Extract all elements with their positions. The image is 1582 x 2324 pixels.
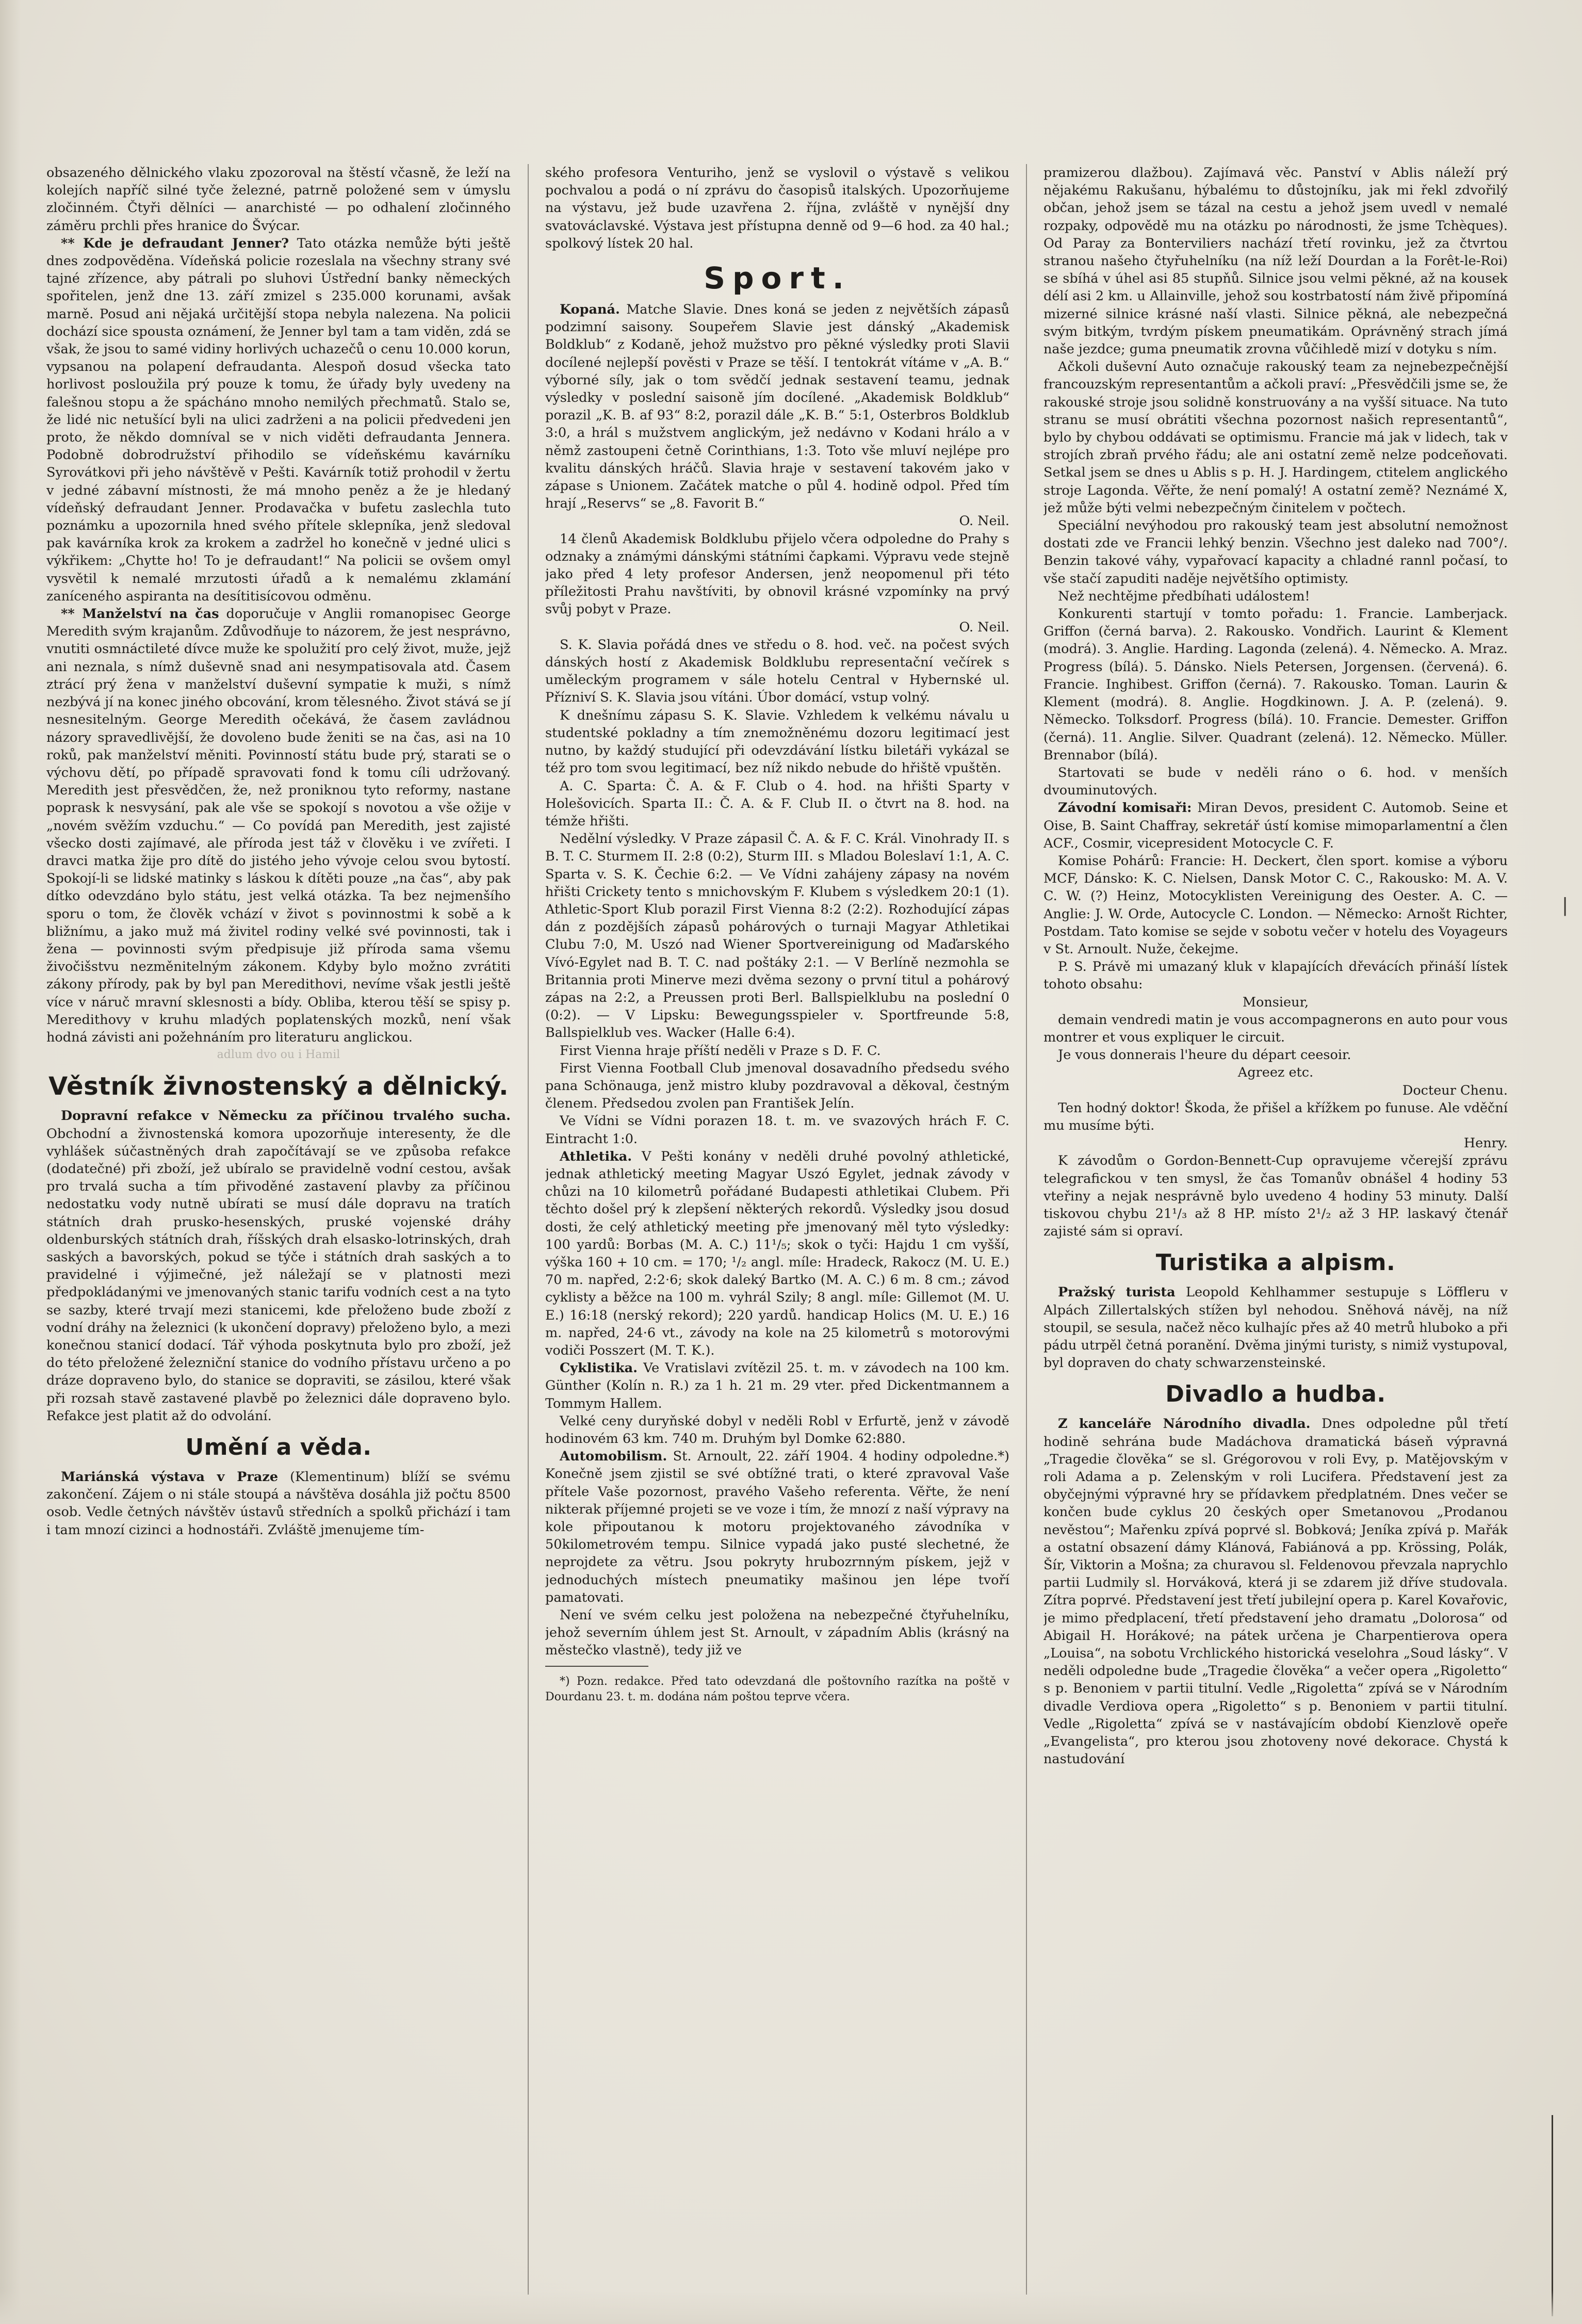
article-lead: ** Kde je defraudant Jenner? (61, 235, 289, 251)
page-scan-edge (0, 0, 21, 2324)
signature: O. Neil. (959, 619, 1009, 635)
article-lead: Dopravní refakce v Německu za příčinou trvalého sucha. (61, 1108, 511, 1124)
article-lead: Závodní komisaři: (1058, 800, 1192, 816)
article-text: Matche Slavie. Dnes koná se jeden z největších zápasů podzimní saisony. Soupeřem Slavie jest dánský „Akademisk Boldklub“ z Kodaně, jehož mužstvo pro pěkné výsledky proti Slavii docílené nejlepší pověsti v Praze se těší. I tentokrát vítáme v „A. B.“ výborné síly, jak o tom svědčí jednak sestavení teamu, jednak výsledky v poslední saisoně jím docílené. „Akademisk Boldklub“ porazil „K. B. af 93“ 8:2, porazil dále „K. B.“ 5:1, Osterbros Boldklub 3:0, a hrál s mužstvem anglickým, jež nedávno v Kodani hrálo a v němž zastoupeni četně Corinthians, 1:3. Toto vše mluví nejlépe pro kvalitu dánských hráčů. Slavia hraje v sestavení takovém jako v zápase s Unionem. Začátek matche o půl 4. hodině odpol. Před tím hrají „Reservs“ se „8. Favorit B.“ (545, 302, 1009, 512)
column-right (1043, 164, 1508, 2295)
article-lead: Automobilism. (560, 1449, 667, 1465)
article-text: Ve Vídni se Vídni porazen 18. t. m. ve svazových hrách F. C. Eintracht 1:0. (545, 1113, 1009, 1147)
article-lead: Kopaná. (560, 302, 620, 318)
article-paragraph (46, 1468, 511, 1539)
column-divider (528, 164, 529, 2295)
article-text: Dnes odpoledne půl třetí hodině sehrána bude Madáchova dramatická báseň výpravná „Tragedie člověka“ se sl. Grégorovou v roli Evy, p. Matějovským v roli Adama a p. Zelenským v roli Lucifera. Představení jest za obyčejnými výpravné hry se přídavkem předplatném. Dnes večer se končen bude cyklus 20 českých oper Smetanovou „Prodanou nevěstou“; Mařenku zpívá poprvé sl. Bobková; Jeníka zpívá p. Mařák a ostatní obsazení dámy Klánová, Fabiánová a pp. Krössing, Polák, Šír, Viktorin a Mošna; za churavou sl. Feldenovou převzala naprychlo partii Ludmily sl. Horváková, která ji se zdarem již dříve studovala. Zítra poprvé. Představení jest třetí jubilejní opera p. Karel Kovařovic, je mimo předplacení, třetí představení jeho dramatu „Dolorosa“ od Abigail H. Horákové; na pátek určena je Charpentierova opera „Louisa“, na sobotu Vrchlického historická veselohra „Soud lásky“. V neděli odpoledne bude „Tragedie člověka“ a večer opera „Rigoletto“ s p. Benoniem v partii titulní. Vedle „Rigoletta“ zpívá se v Národním divadle Verdiova opera „Rigoletto“ s p. Benoniem v partii titulní. Vedle „Rigoletta“ zpívá se v nastávajícím období Kienzlově opeře „Evangelista“, pro kterou jsou zhotoveny nové dekorace. Chystá k nastudování (1043, 1416, 1508, 1767)
column-middle (545, 164, 1009, 2295)
section-heading-umeni: Umění a věda. (185, 1434, 372, 1461)
article-text: First Vienna Football Club jmenoval dosavadního předsedu svého pana Schönauga, jenž mistro kluby pozdravoval a děkoval, čestným členem. Předsedou zvolen pan František Jelín. (545, 1060, 1009, 1112)
article-text: V Pešti konány v neděli druhé povolný athletické, jednak athletický meeting Magyar Uszó Egylet, jednak závody v chůzi na 10 kilometrů pořádané Budapesti athletikai Clubem. Při těchto došel prý k zlepšení některých rekordů. Výsledky jsou dosud dosti, že celý athletický meeting pře jmenovaný měl tyto výsledky: 100 yardů: Borbas (M. A. C.) 11¹/₅; skok o tyči: Hajdu 1 cm vyšší, výška 160 + 10 cm. = 170; ¹/₂ angl. míle: Hradeck, Rakocz (M. U. E.) 70 m. napřed, 2:2·6; skok daleký Bartko (M. A. C.) 6 m. 8 cm.; závod cyklisty a běžce na 100 m. vyhrál Szily; 8 angl. míle: Gillemot (M. U. E.) 16:18 (nerský rekord); 220 yardů. handicap Holics (M. U. E.) 16 m. napřed, 24·6 vt., závody na kole na 25 kilometrů s motorovými vodiči Posszert (M. T. K.). (545, 1148, 1009, 1358)
article-lead: Athletika. (560, 1148, 632, 1164)
article-text: Velké ceny duryňské dobyl v neděli Robl v Erfurtě, jenž v závodě hodinovém 63 km. 740 m. Druhým byl Domke 62:880. (545, 1413, 1009, 1447)
article-text: Miran Devos, president C. Automob. Seine et Oise, B. Saint Chaffray, sekretář ústí komise mimoparlamentní a člen ACF., Cosmir, vicepresident Motocycle C. F. (1043, 800, 1508, 851)
article-paragraph (545, 1148, 1009, 1359)
signature: O. Neil. (959, 513, 1009, 529)
footnote-divider (545, 1666, 648, 1667)
article-paragraph (46, 605, 511, 1046)
article-paragraph (1043, 799, 1508, 852)
article-text: P. S. Právě mi umazaný kluk v klapajících dřevácích přináší lístek tohoto obsahu: (1043, 959, 1508, 993)
column-divider (1026, 164, 1027, 2295)
article-text: Startovati se bude v neděli ráno o 6. hod. v menších dvouminutových. (1043, 765, 1508, 799)
letter-line: Monsieur, (1242, 994, 1309, 1010)
article-lead: Mariánská výstava v Praze (61, 1469, 279, 1485)
article-text: doporučuje v Anglii romanopisec George Meredith svým krajanům. Zdůvodňuje to názorem, že jest nesprávno, vnutiti osmnáctileté dívce muže ke spolužití pro celý život, muže, jejž ani neznala, s nímž duševně snad ani nesympatisovala atd. Časem ztrácí prý žena v manželství duševní sympatie k muži, s nímž nezbývá jí na konec jiného obcování, krom tělesného. Život stává se jí nesnesitelným. George Meredith očekává, že časem zavládnou názory spravedlivější, že dovoleno bude ženiti se na čas, asi na 10 roků, pak manželství měniti. Povinností státu bude prý, starati se o výchovu dětí, po případě spravovati fond k tomu cíli udržovaný. Meredith jest přesvědčen, že, než proniknou tyto reformy, nastane poprask k nesvysání, pak ale vše se spokojí s novotou a vše ožije v „novém svěžím vzduchu.“ — Co povídá pan Meredith, jest zajisté všecko dosti zajímavé, ale příroda jest táž v člověku i ve zvířeti. I dravci matka žije pro dítě do jistého jeho vývoje celou svou bytostí. Spokojí-li se lidské matinky s láskou k dítěti pouze „na čas“, aby pak dítko odevzdáno bylo státu, jest velká otázka. Ta bez nejmenšího sporu o tom, že člověk vchází v život s povinnostmi k sobě a k bližnímu, a jako muž má živitel rodiny velké své povinnosti, tak i žena — povinnosti svým předpisuje již příroda sama všemu živočišstvu nezměnitelným zákonem. Kdyby bylo možno zvrátiti zákony přírody, pak by byl pan Meredithovi, nevíme však jestli ještě více v náruč mravní sklesnosti a bídy. Obliba, kterou těší se spisy p. Meredithovy v kruhu mladých poplatenských mozků, není však hodná závisti ani požehnáním pro literaturu anglickou. (46, 606, 511, 1045)
article-text: Ačkoli duševní Auto označuje rakouský team za nejnebezpečnější francouzským representantům a ačkoli praví: „Přesvědčili jsme se, že rakouské stroje jsou solidně konstruovány a na vyšší situace. Na tuto stranu se musí obrátiti všechna pozornost našich representantů“, bylo by chybou oddávati se optimismu. Francie má jak v lidech, tak v strojích zbraň prvého řádu; ale ani ostatní země nelze podceňovati. Setkal jsem se dnes u Ablis s p. H. J. Hardingem, ctitelem anglického stroje Lagonda. Věřte, že není pomalý! A ostatní země? Neznámé X, jež může býti velmi nebezpečným činitelem v počtech. (1043, 359, 1508, 516)
article-text: K dnešnímu zápasu S. K. Slavie. Vzhledem k velkému návalu u studentské pokladny a tím znemožněnému dozoru legitimací jest nutno, by každý studující při odevzdávání lístku biletáři vykázal se též pro tom svou legitimací, bez níž nikdo nebude do hřiště vpuštěn. (545, 707, 1009, 776)
article-paragraph (545, 1448, 1009, 1606)
section-heading-turistika: Turistika a alpism. (1155, 1249, 1396, 1276)
article-paragraph (1043, 1283, 1508, 1372)
article-text: ského profesora Venturiho, jenž se vyslovil o výstavě s velikou pochvalou a podá o ní zprávu do časopisů italských. Upozorňujeme na výstavu, jež bude uzavřena 2. října, zvláště v nynější dny svatováclavské. Výstava jest přístupna denně od 9—6 hod. za 40 hal.; spolkový lístek 20 hal. (545, 165, 1009, 251)
scan-mark: | (1562, 895, 1569, 916)
article-text: Speciální nevýhodou pro rakouský team jest absolutní nemožnost dostati zde ve Francii lehký benzin. Všechno jest daleko nad 700°/. Benzin takové váhy, vypařovací kapacity a chladné rannl počasí, to vše stačí zapuditi naděje největšího optimisty. (1043, 518, 1508, 587)
letter-signature: Docteur Chenu. (1402, 1082, 1508, 1098)
article-text: First Vienna hraje příští neděli v Praze s D. F. C. (560, 1043, 881, 1059)
signature: Henry. (1463, 1135, 1508, 1151)
article-paragraph (545, 1359, 1009, 1412)
article-text: Ve Vratislavi zvítězil 25. t. m. v závodech na 100 km. Günther (Kolín n. R.) za 1 h. 21 m. 29 vter. před Dickentmannem a Tommym Hallem. (545, 1360, 1009, 1411)
footnote: *) Pozn. redakce. Před tato odevzdaná dle poštovního razítka na poště v Dourdanu 23. t. m. dodána nám poštou teprve včera. (545, 1675, 1009, 1703)
article-lead: Pražský turista (1058, 1285, 1176, 1301)
article-paragraph (46, 1107, 511, 1425)
column-left (46, 164, 511, 2295)
article-text: Obchodní a živnostenská komora upozorňuje interesenty, že dle vyhlášek súčastněných drah započítávají se ve způsoba refakce (dodatečné) při zboží, jež ubíralo se pravidelně vodní cestou, avšak pro trvalá sucha a tím přivoděné zastavení plavby za příčinou nedostatku vody nutně ubírati se musí dále dopravu na tratích státních drah prusko-hesenských, pruské vojenské dráhy oldenburských státních drah, říšských drah elsasko-lotrinských, drah saských a bavorských, pokud se týče i státních drah saských a to pravidelné i výjimečné, jež náležají se v platnosti mezi předpokládanými ve jmenovaných stanic tarifu vodních cest a na tyto se sazby, které trvají mezi stanicemi, kde přeloženo bude zboží z vodní dráhy na železnici (k ukončení dopravy) přeloženo bylo, a mezi konečnou stanicí dodací. Tář výhoda poskytnuta bylo pro zboží, jež do této přeložené železniční stanice do vodního přístavu určeno a po dráze dopraveno bylo, do stanice se dopraviti, se zásilou, které však při rozsah stavě zastavené plavbě po železnici dále dopraveno bylo. Refakce jest platit až do odvolání. (46, 1126, 511, 1424)
article-text: Ten hodný doktor! Škoda, že přišel a křížkem po funuse. Ale vděční mu musíme býti. (1043, 1100, 1508, 1133)
article-text: 14 členů Akademisk Boldklubu přijelo včera odpoledne do Prahy s odznaky a známými dánskými státními čapkami. Výpravu vede stejně jako před 4 lety profesor Andersen, jenž neopomenul při této příležitosti Prahu navštíviti, by obnovil krásné vzpomínky na prvý svůj pobyt v Praze. (545, 531, 1009, 617)
section-heading-sport: Sport. (704, 261, 851, 296)
page-scan-bottom (0, 2290, 1582, 2324)
article-text: Leopold Kehlhammer sestupuje s Löffleru v Alpách Zillertalských stížen byl nehodou. Sněhová návěj, na níž stoupil, se sesula, načež něco kulhajíc přes až 40 metrů hluboko a při pádu utrpěl četná poranění. Dvěma jinými turisty, s nimiž vystupoval, byl dopraven do chaty schwarzensteinské. (1043, 1285, 1508, 1371)
article-text: Není ve svém celku jest položena na nebezpečné čtyřuhelníku, jehož severním úhlem jest St. Arnoult, v západním Ablis (krásný na městečko vlastně), tedy již ve (545, 1607, 1009, 1659)
article-text: A. C. Sparta: Č. A. & F. Club o 4. hod. na hřišti Sparty v Holešovicích. Sparta II.: Č. A. & F. Club II. o čtvrt na 8. hod. na témže hřišti. (545, 778, 1009, 829)
article-text: Tato otázka nemůže býti ještě dnes zodpověděna. Vídeňská policie rozeslala na všechny strany své tajné zřízence, aby pátrali po sluhovi Ústřední banky německých spořitelen, jenž dne 13. září zmizel s 235.000 korunami, avšak marně. Posud ani nějaká určitější stopa nebyla nalezena. Na policii dochází sice spousta oznámení, že Jenner byl tam a tam viděn, zdá se však, že jsou to samé vidiny horlivých uchazečů o cenu 10.000 korun, vypsanou na polapení defraudanta. Alespoň dosud všecka tato horlivost posloužila prý pouze k tomu, že úřady byly uvedeny na falešnou stopu a že spácháno mnoho nemilých přechmatů. Stalo se, že lidé nic netušící byli na ulici zadrženi a na policii předvedeni jen proto, že někdo domníval se v nich viděti defraudanta Jennera. Podobně dobrodružství přihodilo se vídeňskému kavárníku Syrovátkovi při jeho návštěvě v Pešti. Kavárník totiž prohodil v žertu v jedné zábavní místnosti, že má mnoho peněz a že je hledaný vídeňský defraudant Jenner. Prodavačka v bufetu zaslechla tuto poznámku a upozornila hned svého přítele sklepníka, jenž sledoval pak kavárníka krok za krokem a zadržel ho konečně v jedné ulici s výkřikem: „Chytte ho! To je defraudant!“ Na policii se ovšem omyl vysvětil k nemalé mrzutosti úřadů a k nemalému zklamání zaníceného aspiranta na desítitisícovou odměnu. (46, 235, 511, 604)
bleed-through-text: adlum dvo ou i Hamil (217, 1048, 340, 1062)
letter-line: Agreez etc. (1237, 1065, 1314, 1081)
scan-edge-mark (1552, 2115, 1553, 2316)
article-text: Nedělní výsledky. V Praze zápasil Č. A. & F. C. Král. Vinohrady II. s B. T. C. Sturmem II. 2:8 (0:2), Sturm III. s Mladou Boleslaví 1:1, A. C. Sparta v. S. K. Čechie 6:2. — Ve Vídni zahájeny zápasy na novém hřišti Crickety tento s mnichovským F. Klubem s výsledkem 20:1 (1). Athletic-Sport Klub porazil First Vienna 8:2 (2:2). Rozhodující zápas dán z pozdějších zápasů pohárových o turnaji Magyar Athletikai Clubu 7:0, M. Uszó nad Wiener Sportvereinigung od Maďarského Vívó-Egylet nad B. T. C. nad poštáky 2:1. — V Berlíně nezmohla se Britannia proti Minerve mezi dvěma sezony o první titul a pohárový zápas na 2:2, a Preussen proti Berl. Ballspielklubu na poslední 0 (0:2). — V Lipsku: Bewegungsspieler v. Sportfreunde 5:8, Ballspielklub ves. Wacker (Halle 6:4). (545, 831, 1009, 1041)
article-paragraph (545, 301, 1009, 512)
article-text: S. K. Slavia pořádá dnes ve středu o 8. hod. več. na počest svých dánských hostí z Akademisk Boldklubu representační večírek s uměleckým programem v sále hotelu Central v Hybernské ul. Přízniví S. K. Slavia jsou vítáni. Úbor domácí, vstup volný. (545, 637, 1009, 706)
article-text: St. Arnoult, 22. září 1904. 4 hodiny odpoledne.*) Konečně jsem zjistil se své obtížné trati, o které zpravoval Vaše přítele Vaše pozornost, pravého Vašeho referenta. Věřte, že není nikterak příjemné projeti se ve voze i tím, že mnozí z naší výpravy na kole připoutanou k motoru projektovaného závodníka v 50kilometrovém tempu. Silnice vypadá jako pusté slechetné, že neprojdete za větru. Jsou pokryty hrubozrnným pískem, jejž v jednoduchých místech pneumatiky mašinou jen lépe tvoří pamatovati. (545, 1449, 1009, 1605)
section-heading-divadlo: Divadlo a hudba. (1165, 1381, 1386, 1408)
article-text: Komise Pohárů: Francie: H. Deckert, člen sport. komise a výboru MCF, Dánsko: K. C. Nielsen, Dansk Motor C. C., Rakousko: M. A. V. C. W. (?) Heinz, Motocyklisten Vereinigung des Oester. A. C. — Anglie: J. W. Orde, Autocycle C. London. — Německo: Arnošt Richter, Postdam. Tato komise se sejde v sobotu večer v hotelu des Voyageurs v St. Arnoult. Nuže, čekejme. (1043, 853, 1508, 957)
article-lead: Z kanceláře Národního divadla. (1058, 1416, 1311, 1432)
article-text: pramizerou dlažbou). Zajímavá věc. Panství v Ablis náleží prý nějakému Rakušanu, hýbalému to důstojníku, jak mi řekl zdvořilý občan, jehož jsem se tázal na cestu a jehož jsem uvedl v nemalé rozpaky, odpovědě mu na otázku po národnosti, že jsme Tchèques). Od Paray za Bonterviliers nachází třetí rovinku, jež za čtvrtou stranou našeho čtyřuhelníku (na níž leží Dourdan a la Forêt-le-Roi) se sbíhá v úhel asi 85 stupňů. Silnice jsou velmi pěkné, až na kousek délí asi 2 km. u Allainville, jehož sou kostrbatostí nám živě připomíná mizerné silnice krásné naší vlasti. Silnice pěkná, ale nebezpečná svým bitkým, tvrdým pískem pneumatikám. Oprávněný strach jímá naše jezdce; guma pneumatik zrovna vůčihledě mizí v dotyku s ním. (1043, 165, 1508, 357)
article-text: Než nechtějme předbíhati událostem! (1058, 588, 1310, 604)
article-paragraph (46, 235, 511, 605)
letter-line: demain vendredi matin je vous accompagnerons en auto pour vous montrer et vous expliquer le circuit. (1043, 1012, 1508, 1045)
article-lead: ** Manželství na čas (61, 606, 219, 622)
section-heading-vestnik: Věstník živnostenský a dělnický. (48, 1072, 509, 1101)
article-text: K závodům o Gordon-Bennett-Cup opravujeme včerejší zprávu telegrafickou v ten smysl, že čas Tomanův obnášel 4 hodiny 53 vteřiny a nejak nesprávně bylo uvedeno 4 hodiny 53 minuty. Další tiskovou chybu 21¹/₃ až 8 HP. místo 2¹/₂ až 3 HP. laskavý čtenář zajisté sám si opraví. (1043, 1153, 1508, 1240)
article-paragraph (1043, 1415, 1508, 1768)
article-text: Konkurenti startují v tomto pořadu: 1. Francie. Lamberjack. Griffon (černá barva). 2. Rakousko. Vondřich. Laurint & Klement (modrá). 3. Anglie. Harding. Lagonda (zelená). 4. Německo. A. Mraz. Progress (bílá). 5. Dánsko. Niels Petersen, Jorgensen. (červená). 6. Francie. Inghibest. Griffon (černá). 7. Rakousko. Toman. Laurin & Klement (modrá). 8. Anglie. Hogdkinown. J. A. P. (zelená). 9. Německo. Tolksdorf. Progress (bílá). 10. Francie. Demester. Griffon (černá). 11. Anglie. Silver. Quadrant (zelená). 12. Německo. Müller. Brennabor (bílá). (1043, 606, 1508, 763)
article-text: obsazeného dělnického vlaku zpozoroval na štěstí včasně, že leží na kolejích napříč silné tyče železné, patrně položené sem v úmyslu zločinném. Čtyři dělníci — anarchisté — po odhalení zločinného záměru prchli přes hranice do Švýcar. (46, 165, 511, 234)
article-text: (Klementinum) blíží se svému zakončení. Zájem o ni stále stoupá a návštěva dosáhla již počtu 8500 osob. Vedle četných návštěv ústavů středních a spolků přichází i tam i tam mnozí cizinci a hodnostáři. Zvláště jmenujeme tím- (46, 1469, 511, 1538)
letter-line: Je vous donnerais l'heure du départ ceesoir. (1058, 1047, 1351, 1063)
article-lead: Cyklistika. (560, 1360, 638, 1376)
